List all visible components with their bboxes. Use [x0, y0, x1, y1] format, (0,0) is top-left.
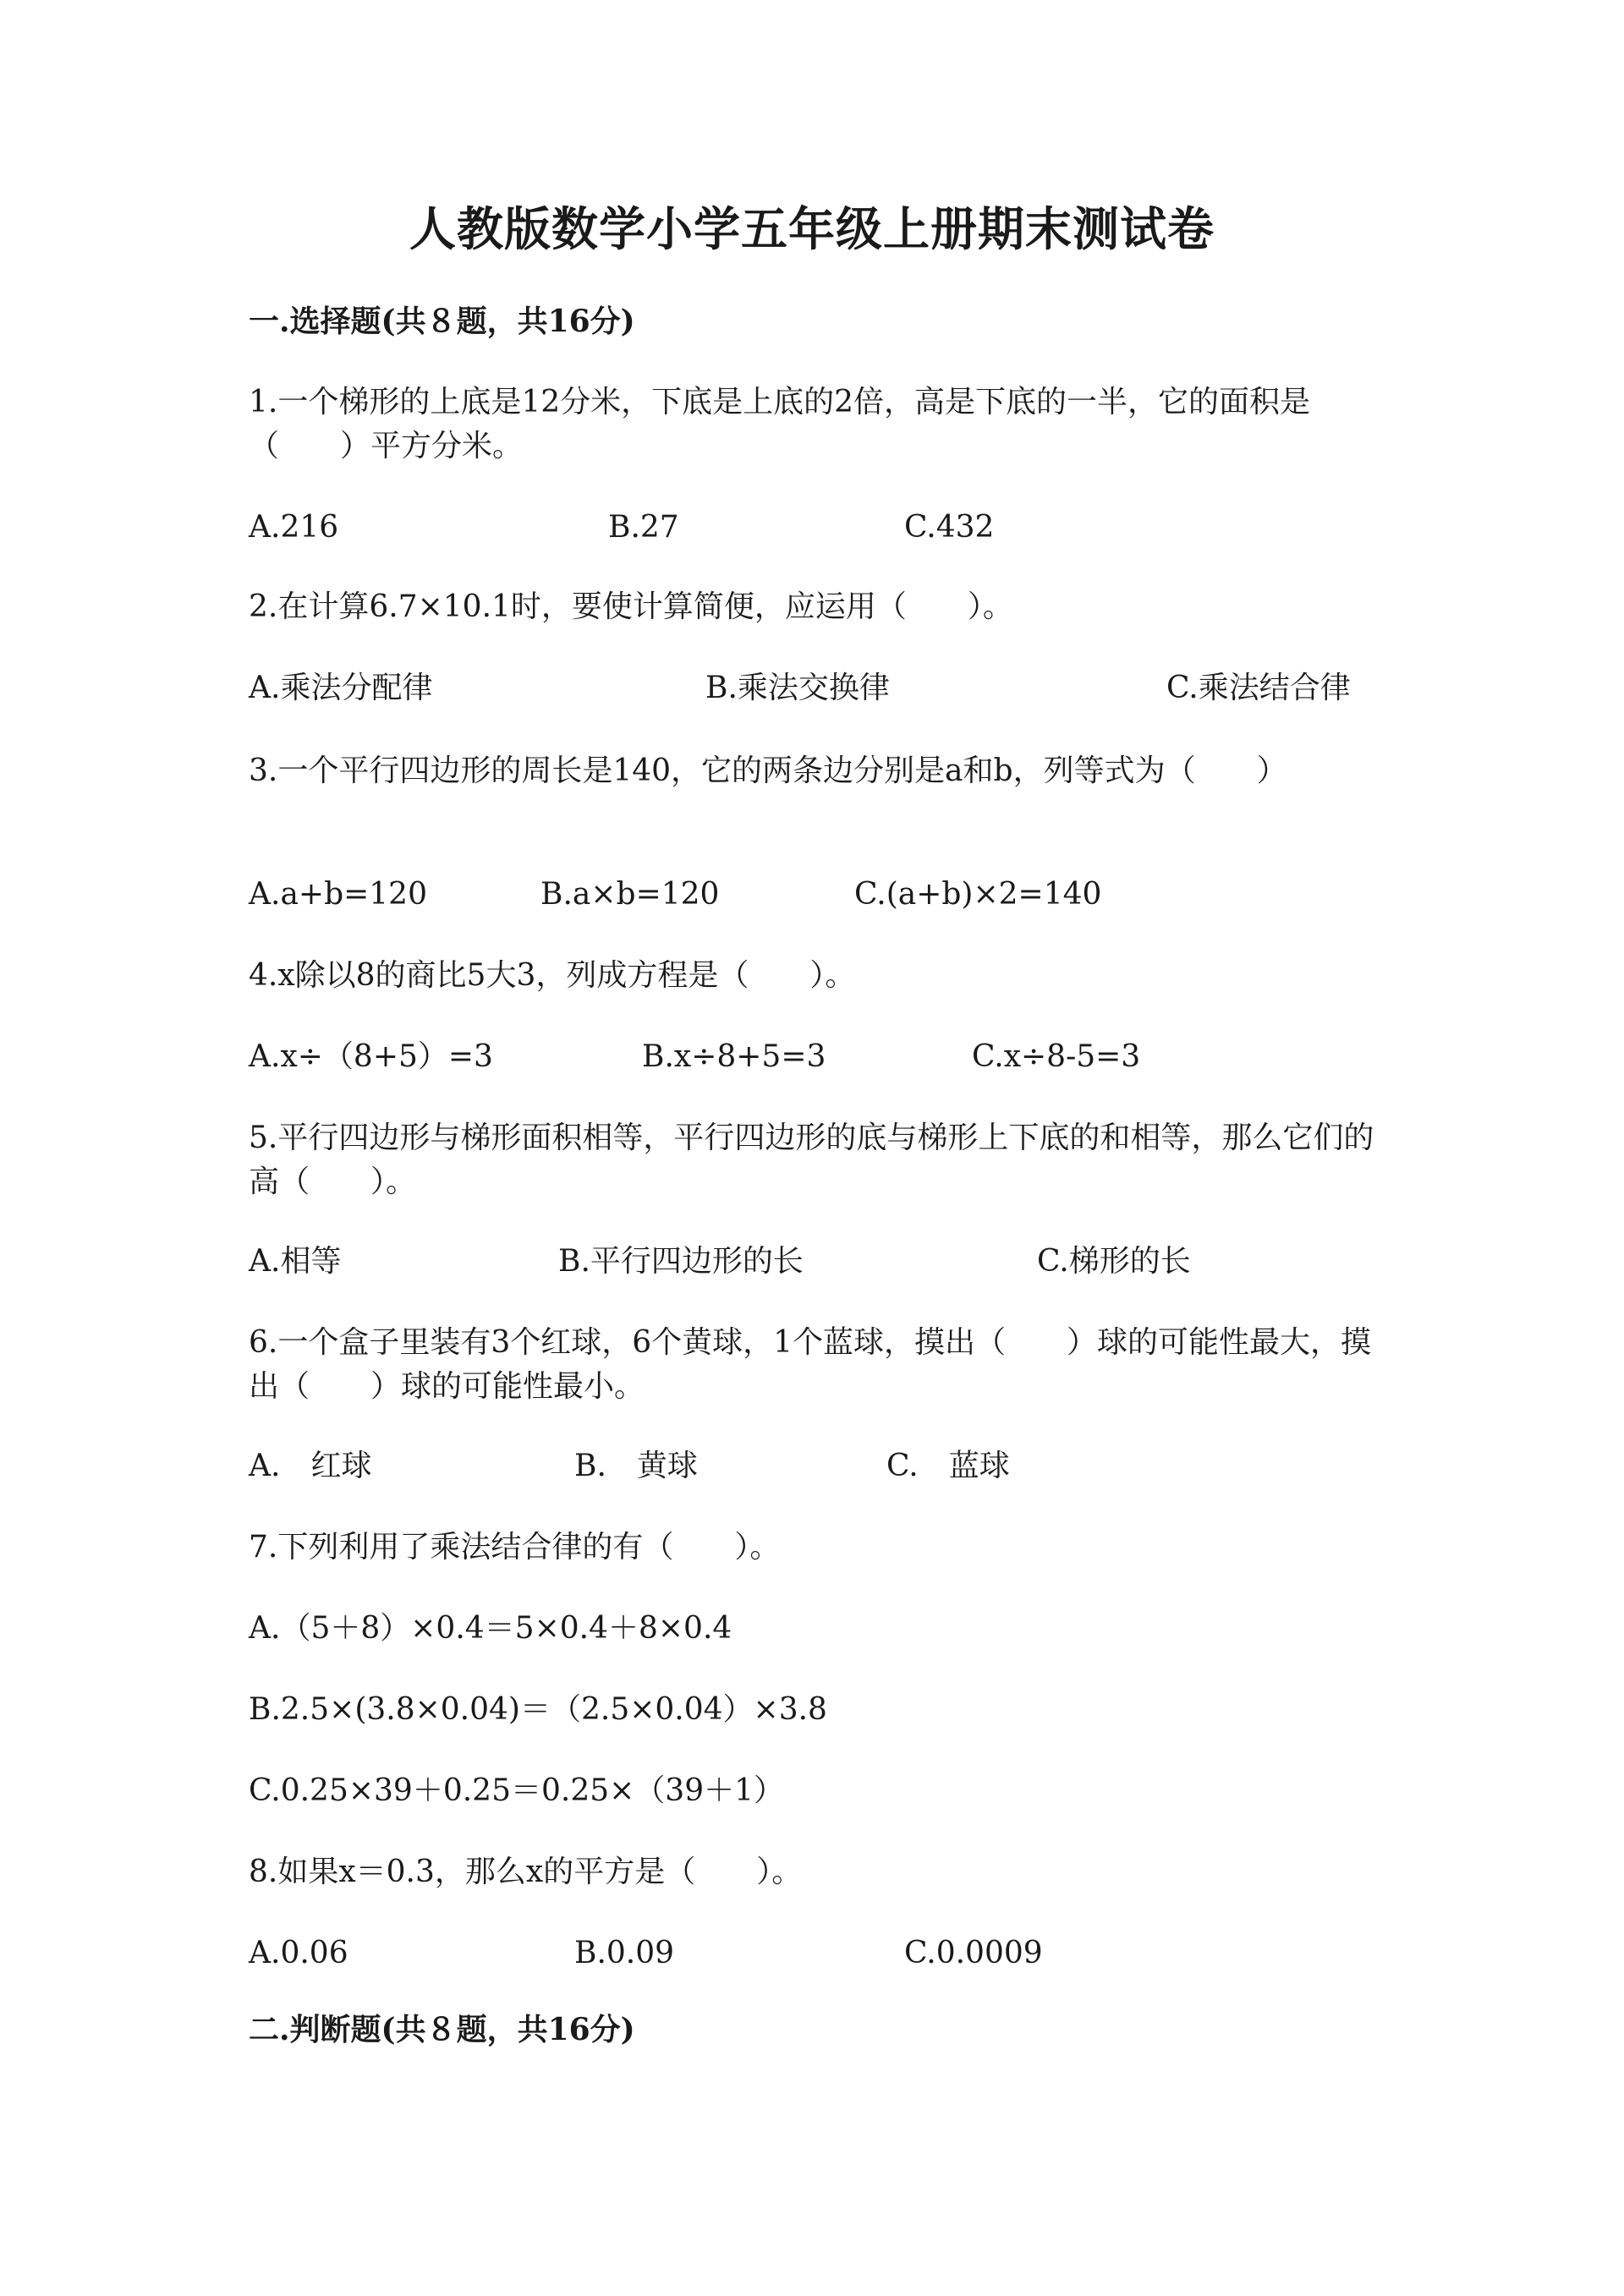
option-a: A. 红球 [249, 1449, 372, 1483]
option-c: C.乘法结合律 [1166, 671, 1351, 705]
question-4-options [249, 1037, 1391, 1077]
question-5-options [249, 1241, 1391, 1282]
question-3-options [249, 874, 1391, 915]
option-a: A.乘法分配律 [249, 671, 433, 705]
option-a: A.x÷（8+5）=3 [249, 1039, 493, 1074]
option-a: A.216 [249, 510, 339, 545]
question-5: 5.平行四边形与梯形面积相等，平行四边形的底与梯形上下底的和相等，那么它们的高（ ）。 [249, 1121, 1374, 1199]
question-7-option-a: A.（5＋8）×0.4＝5×0.4＋8×0.4 [249, 1611, 732, 1646]
section-heading-choice: 一.选择题(共８题，共16分) [249, 304, 635, 339]
question-6-options [249, 1446, 1391, 1487]
option-b: B.乘法交换律 [705, 671, 890, 705]
question-7-option-c: C.0.25×39＋0.25＝0.25×（39＋1） [249, 1773, 785, 1808]
question-1-options [249, 507, 1391, 548]
option-a: A.相等 [249, 1244, 342, 1279]
option-c: C.(a+b)×2=140 [854, 877, 1102, 912]
page-title: 人教版数学小学五年级上册期末测试卷 [409, 201, 1215, 256]
question-2: 2.在计算6.7×10.1时，要使计算简便，应运用（ ）。 [249, 589, 1013, 624]
question-2-options [249, 668, 1391, 709]
question-7-option-b: B.2.5×(3.8×0.04)＝（2.5×0.04）×3.8 [249, 1692, 827, 1727]
option-c: C.0.0009 [904, 1936, 1043, 1970]
option-a: A.a+b=120 [249, 877, 427, 912]
option-b: B.0.09 [574, 1936, 675, 1970]
option-b: B.平行四边形的长 [558, 1244, 804, 1279]
question-8: 8.如果x＝0.3，那么x的平方是（ ）。 [249, 1855, 803, 1889]
option-c: C.梯形的长 [1037, 1244, 1191, 1279]
option-c: C. 蓝球 [886, 1449, 1010, 1483]
question-4: 4.x除以8的商比5大3，列成方程是（ ）。 [249, 958, 856, 993]
section-heading-judgement: 二.判断题(共８题，共16分) [249, 2012, 635, 2047]
question-1: 1.一个梯形的上底是12分米，下底是上底的2倍，高是下底的一半，它的面积是（ ）平方分米。 [249, 385, 1311, 463]
option-c: C.x÷8-5=3 [972, 1039, 1141, 1074]
option-b: B.27 [608, 510, 679, 545]
option-b: B. 黄球 [574, 1449, 698, 1483]
question-8-options [249, 1933, 1391, 1974]
option-c: C.432 [904, 510, 995, 545]
question-6: 6.一个盒子里装有3个红球，6个黄球，1个蓝球，摸出（ ）球的可能性最大，摸出（ ）球的可能性最小。 [249, 1325, 1372, 1404]
question-3: 3.一个平行四边形的周长是140，它的两条边分别是a和b，列等式为（ ） [249, 753, 1287, 788]
option-b: B.x÷8+5=3 [642, 1039, 826, 1074]
option-b: B.a×b=120 [540, 877, 720, 912]
question-7: 7.下列利用了乘法结合律的有（ ）。 [249, 1530, 781, 1564]
option-a: A.0.06 [249, 1936, 348, 1970]
